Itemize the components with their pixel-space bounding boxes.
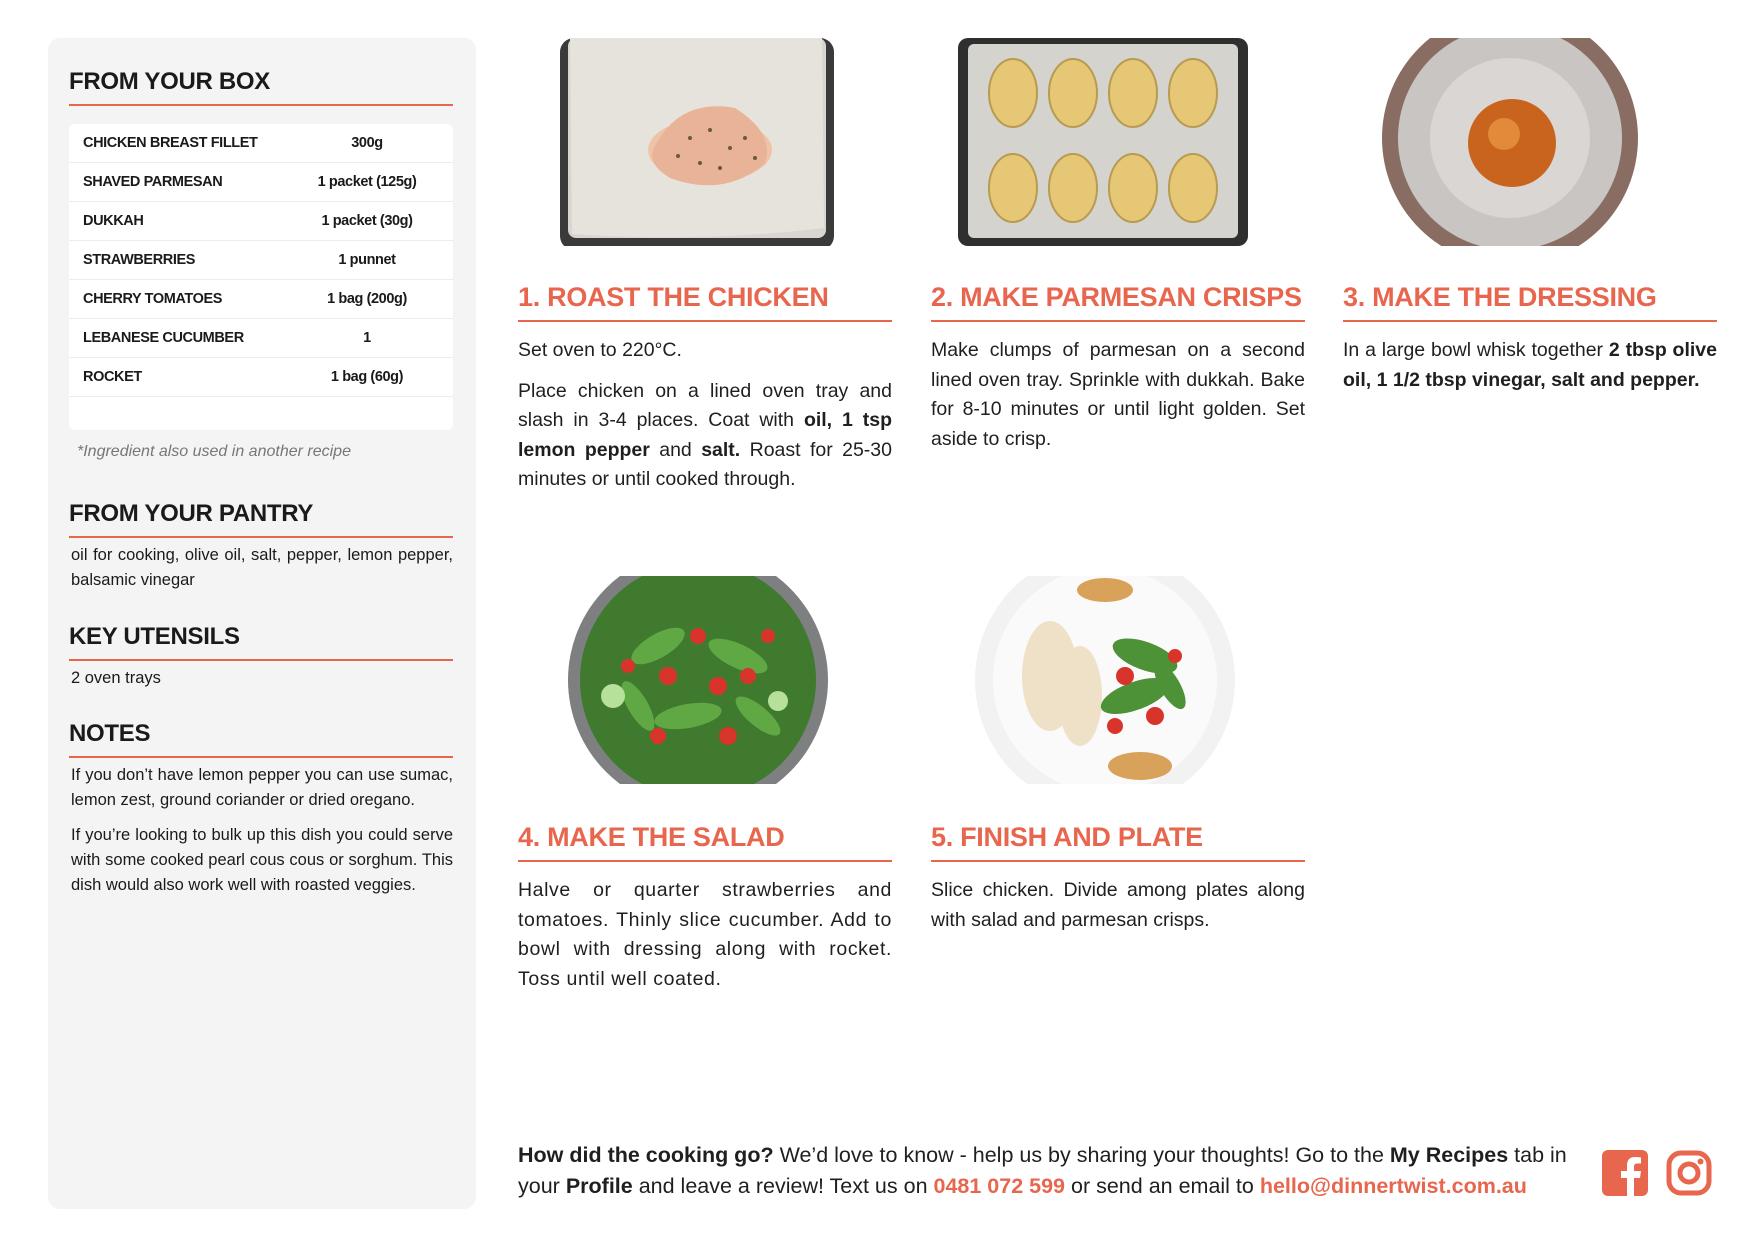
facebook-icon[interactable] — [1602, 1150, 1648, 1196]
footer-text: or send an email to — [1065, 1174, 1260, 1198]
ingredient-name: CHICKEN BREAST FILLET — [83, 135, 258, 151]
ingredient-name: ROCKET — [83, 369, 142, 385]
ingredient-qty: 1 packet (125g) — [317, 174, 417, 190]
step-5-body — [931, 876, 1305, 946]
ingredient-name: CHERRY TOMATOES — [83, 291, 223, 307]
step-text: and — [649, 438, 702, 461]
ingredient-row — [69, 163, 453, 202]
footer-text: tab in your — [518, 1143, 1567, 1198]
step-text: Roast for 25-30 minutes or until cooked through. — [518, 438, 892, 490]
ingredient-qty: 1 — [363, 330, 371, 346]
ingredient-row — [69, 241, 453, 280]
ingredient-footnote: *Ingredient also used in another recipe — [77, 443, 351, 460]
email-link[interactable]: hello@dinnertwist.com.au — [1259, 1174, 1527, 1198]
step-2-body — [931, 336, 1305, 465]
profile-label: Profile — [565, 1174, 633, 1198]
step-2-paragraph: Make clumps of parmesan on a second lined oven tray. Sprinkle with dukkah. Bake for 8-10 minutes or until light golden. Set aside to crisp. — [931, 339, 1305, 450]
ingredient-name: DUKKAH — [83, 213, 144, 229]
step-emphasis: salt. — [701, 438, 741, 461]
ingredient-name: LEBANESE CUCUMBER — [83, 330, 244, 346]
from-your-box-heading: FROM YOUR BOX — [69, 68, 453, 106]
feedback-footer — [518, 1140, 1578, 1202]
utensils-text: 2 oven trays — [71, 669, 161, 687]
step-5-paragraph: Slice chicken. Divide among plates along with salad and parmesan crisps. — [931, 879, 1305, 931]
footer-text: We’d love to know - help us by sharing your thoughts! Go to the — [773, 1143, 1390, 1167]
instagram-icon[interactable] — [1666, 1150, 1712, 1196]
step-3-paragraph — [1343, 336, 1717, 395]
step-1-title: 1. ROAST THE CHICKEN — [518, 282, 892, 322]
ingredients-table — [69, 124, 453, 430]
step-4-title: 4. MAKE THE SALAD — [518, 822, 892, 862]
ingredient-qty: 1 packet (30g) — [321, 213, 413, 229]
step-1-paragraph — [518, 377, 892, 495]
ingredient-row — [69, 124, 453, 163]
salad-bowl-photo — [568, 576, 828, 784]
from-your-pantry-heading: FROM YOUR PANTRY — [69, 500, 453, 538]
dressing-bowl-photo — [1380, 38, 1640, 246]
step-1-paragraph: Set oven to 220°C. — [518, 339, 682, 361]
ingredient-row — [69, 319, 453, 358]
ingredient-qty: 1 punnet — [338, 252, 396, 268]
key-utensils-heading: KEY UTENSILS — [69, 623, 453, 661]
step-4-paragraph: Halve or quarter strawberries and tomatoes. Thinly slice cucumber. Add to bowl with dressing along with rocket. Toss until well coated. — [518, 879, 892, 990]
step-5-title: 5. FINISH AND PLATE — [931, 822, 1305, 862]
my-recipes-label: My Recipes — [1389, 1143, 1509, 1167]
ingredient-row — [69, 358, 453, 397]
footer-text: and leave a review! Text us on — [632, 1174, 934, 1198]
notes-text — [71, 763, 453, 908]
step-text: Place chicken on a lined oven tray and slash in 3-4 places. Coat with — [518, 379, 892, 431]
roast-chicken-photo — [560, 38, 834, 246]
ingredient-qty: 1 bag (200g) — [327, 291, 407, 307]
notes-paragraph: If you’re looking to bulk up this dish you could serve with some cooked pearl cous cous or sorghum. This dish would also work well with roasted veggies. — [71, 826, 453, 894]
notes-paragraph: If you don’t have lemon pepper you can use sumac, lemon zest, ground coriander or dried oregano. — [71, 766, 453, 809]
ingredient-qty: 300g — [351, 135, 383, 151]
ingredient-row — [69, 280, 453, 319]
ingredient-name: SHAVED PARMESAN — [83, 174, 223, 190]
ingredient-name: STRAWBERRIES — [83, 252, 196, 268]
step-3-title: 3. MAKE THE DRESSING — [1343, 282, 1717, 322]
notes-heading: NOTES — [69, 720, 453, 758]
step-emphasis: oil, 1 tsp lemon pepper — [518, 409, 892, 461]
step-4-body — [518, 876, 892, 1005]
step-text: In a large bowl whisk together — [1343, 339, 1609, 361]
finished-plate-photo — [975, 576, 1235, 784]
step-3-body — [1343, 336, 1717, 406]
step-emphasis: 2 tbsp olive oil, 1 1/2 tbsp vinegar, salt and pepper. — [1343, 339, 1717, 391]
pantry-text: oil for cooking, olive oil, salt, pepper, lemon pepper, balsamic vinegar — [71, 546, 453, 589]
ingredient-row — [69, 202, 453, 241]
phone-link[interactable]: 0481 072 599 — [933, 1174, 1066, 1198]
step-2-title: 2. MAKE PARMESAN CRISPS — [931, 282, 1305, 322]
step-1-body — [518, 336, 892, 506]
feedback-question: How did the cooking go? — [518, 1143, 774, 1167]
parmesan-crisps-photo — [958, 38, 1248, 246]
ingredient-qty: 1 bag (60g) — [330, 369, 404, 385]
ingredients-sidebar — [48, 38, 476, 1209]
